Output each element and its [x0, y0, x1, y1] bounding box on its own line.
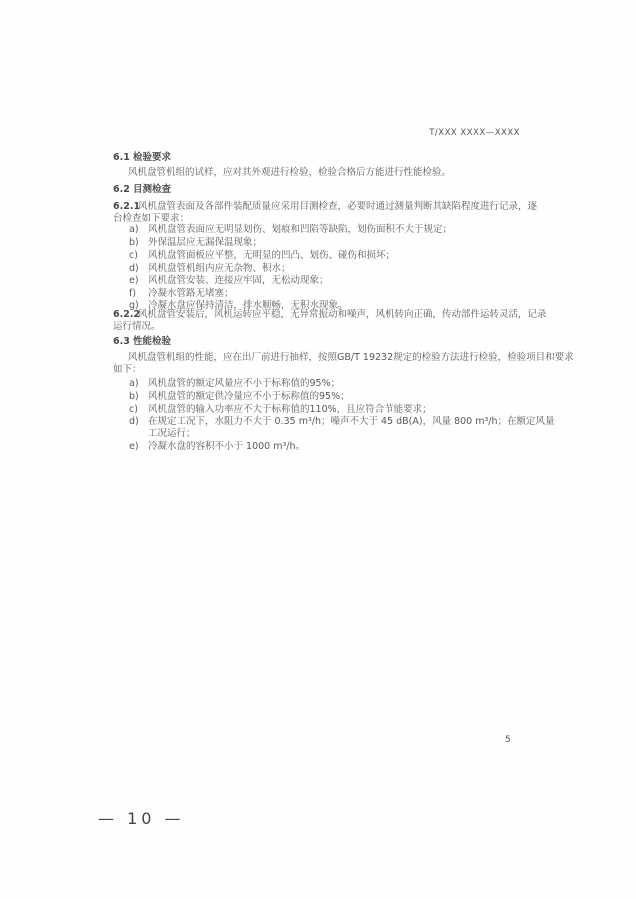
list-item-text: 外保温层应无漏保温现象； [148, 237, 263, 248]
list-item-text: 风机盘管面板应平整，无明显的凹凸、划伤、碰伤和损坏； [148, 250, 396, 261]
list-item-text: 风机盘管的额定风量应不小于标称值的95%； [148, 378, 341, 389]
clause-6-2-2-line: 风机盘管安装后，风机运转应平稳，无异常振动和噪声，风机转向正确，传动部件运转灵活，记录 [138, 309, 547, 320]
clause-6-2-1-line: 台检查如下要求： [113, 213, 190, 224]
section-6-1-number: 6.1 [113, 152, 130, 163]
list-item-label: c) [129, 250, 138, 261]
list-item-text: 风机盘管安装、连接应牢固，无松动现象； [148, 275, 329, 286]
list-item-text: 风机盘管表面应无明显划伤、划痕和凹陷等缺陷，划伤面积不大于规定； [148, 224, 453, 235]
list-item-text: 冷凝水盘的容积不小于 1000 m³/h。 [148, 441, 306, 452]
section-6-3-paragraph-line: 如下： [113, 364, 142, 375]
section-6-2-title: 目测检查 [133, 184, 172, 195]
section-6-3-paragraph-line: 风机盘管机组的性能，应在出厂前进行抽样，按照GB/T 19232规定的检验方法进行检验，检验项目和要求 [128, 352, 574, 363]
clause-6-2-1-number: 6.2.1 [113, 201, 141, 212]
list-item-label: g) [129, 300, 139, 311]
list-item-text: 冷凝水管路无堵塞； [148, 288, 234, 299]
section-6-1-paragraph: 风机盘管机组的试样，应对其外观进行检验，检验合格后方能进行性能检验。 [128, 167, 452, 178]
list-item-text: 风机盘管的额定供冷量应不小于标称值的95%； [148, 391, 350, 402]
list-item-label: e) [129, 275, 139, 286]
list-item-label: e) [129, 441, 139, 452]
list-item-text: 在规定工况下，水阻力不大于 0.35 m³/h；噪声不大于 45 dB(A)，风量 800 m³/h；在额定风量 [148, 416, 555, 427]
list-item-label: b) [129, 391, 139, 402]
list-item-text: 冷凝水盘应保持清洁，排水顺畅，无积水现象。 [148, 300, 348, 311]
section-6-1-title: 检验要求 [133, 152, 172, 163]
list-item-label: b) [129, 237, 139, 248]
list-item-text: 工况运行； [148, 428, 196, 439]
section-6-2-number: 6.2 [113, 184, 130, 195]
page-number: 5 [505, 735, 511, 745]
list-item-text: 风机盘管机组内应无杂物、积水； [148, 263, 291, 274]
clause-6-2-2-line: 运行情况。 [113, 321, 161, 332]
clause-6-2-2-number: 6.2.2 [113, 309, 141, 320]
footer-page-number: — 10 — [98, 809, 185, 828]
list-item-label: c) [129, 404, 138, 415]
section-6-3-number: 6.3 [113, 336, 130, 347]
section-6-3-title: 性能检验 [133, 336, 172, 347]
list-item-label: d) [129, 416, 139, 427]
document-code-header: T/XXX XXXX—XXXX [429, 128, 520, 138]
clause-6-2-1-line: 风机盘管表面及各部件装配质量应采用目测检查，必要时通过测量判断其缺陷程度进行记录，逐 [138, 201, 538, 212]
list-item-label: a) [129, 224, 139, 235]
list-item-text: 风机盘管的输入功率应不大于标称值的110%，且应符合节能要求； [148, 404, 432, 415]
list-item-label: d) [129, 263, 139, 274]
list-item-label: a) [129, 378, 139, 389]
list-item-label: f) [129, 288, 137, 299]
